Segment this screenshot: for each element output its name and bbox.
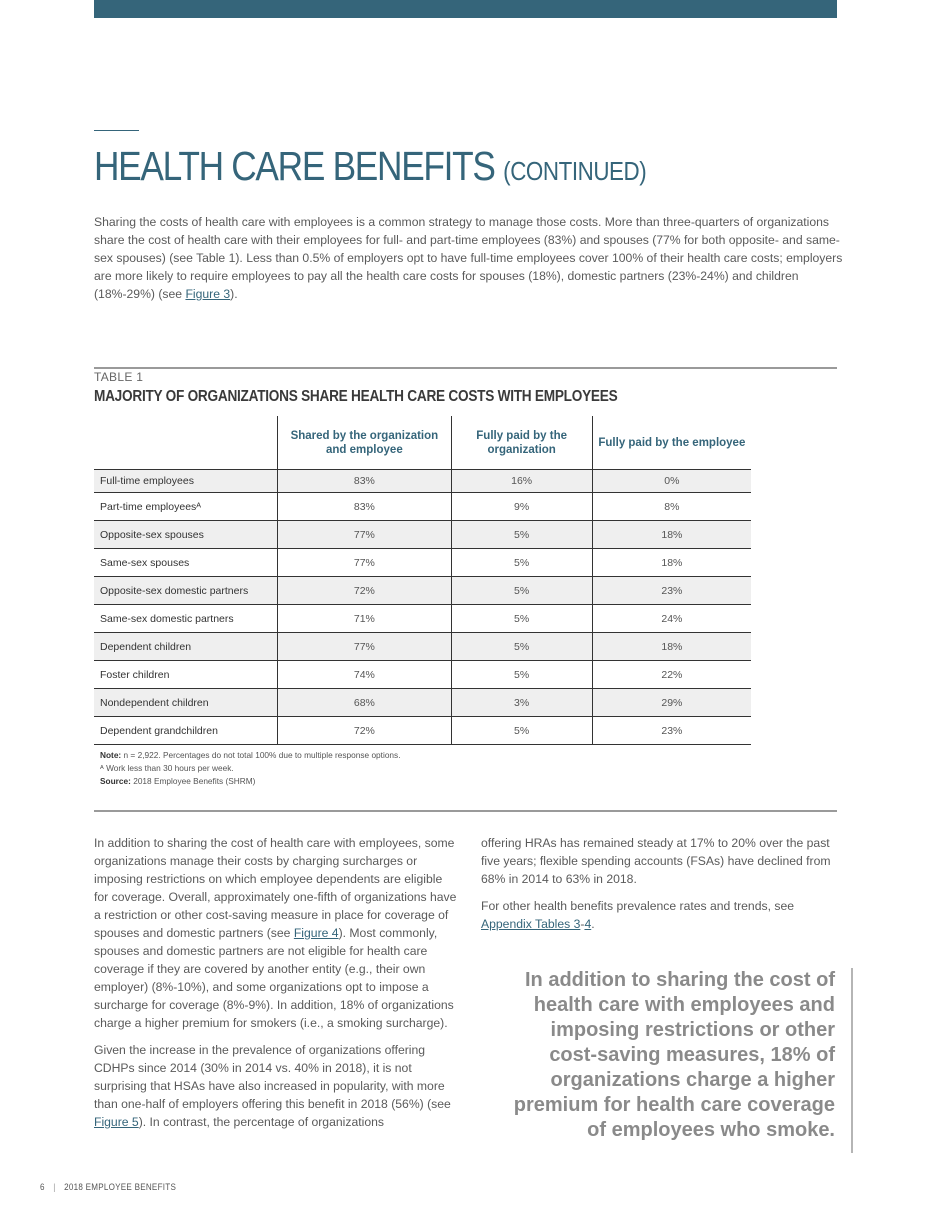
intro-text: Sharing the costs of health care with employees is a common strategy to manage those costs. More than three-quarters of organizations share the cost of health care with their employees for full- and part-time employees (83%) and spouses (77% for both opposite- and same-sex spouses) (see Table 1). Less than 0.5% of employers opt to have full-time employees cover 100% of their health care costs; employers are more likely to require employees to pay all the health care costs for spouses (18%), domestic partners (23%-24%) and children (18%-29%) (see <box>94 215 843 301</box>
cell-shared: 71% <box>278 605 451 633</box>
cell-shared: 68% <box>278 689 451 717</box>
table-row <box>94 717 751 745</box>
cell-shared: 77% <box>278 549 451 577</box>
table-number: TABLE 1 <box>94 370 144 384</box>
table-header-row <box>94 416 751 470</box>
table-row <box>94 493 751 521</box>
table-row <box>94 577 751 605</box>
cell-org-paid: 9% <box>451 493 592 521</box>
left-p2-text: Given the increase in the prevalence of organizations offering CDHPs since 2014 (30% in 2014 vs. 40% in 2018), it is not surprising that HSAs have also increased in popularity, with more than one-half of employers offering this benefit in 2018 (56%) (see <box>94 1043 451 1111</box>
header-employee-paid: Fully paid by the employee <box>592 416 751 470</box>
row-label: Foster children <box>94 661 278 689</box>
cell-org-paid: 5% <box>451 633 592 661</box>
note-text: n = 2,922. Percentages do not total 100% due to multiple response options. <box>123 750 401 760</box>
table-row <box>94 689 751 717</box>
table-row <box>94 633 751 661</box>
intro-paragraph <box>94 213 854 303</box>
right-p2-dash: - <box>580 917 585 931</box>
right-column <box>481 834 846 942</box>
left-p1-text-end: ). Most commonly, spouses and domestic partners are not eligible for health care coverage if they are covered by another entity (e.g., their own employer) (8%-10%), and some organizations opt to impose a surcharge for coverage (8%-9%). In addition, 18% of organizations charge a higher premium for smokers (i.e., a smoking surcharge). <box>94 926 454 1030</box>
figure-3-link[interactable]: Figure 3 <box>185 287 231 301</box>
right-paragraph-1: offering HRAs has remained steady at 17% to 20% over the past five years; flexible spending accounts (FSAs) have declined from 68% in 2014 to 63% in 2018. <box>481 836 831 886</box>
left-p1-text: In addition to sharing the cost of health care with employees, some organizations manage their costs by charging surcharges or imposing restrictions on which employee dependents are eligible for coverage. Overall, approximately one-fifth of organizations have a restriction or other cost-saving measure in place for coverage of spouses and domestic partners (see <box>94 836 457 940</box>
row-label: Same-sex domestic partners <box>94 605 278 633</box>
cell-shared: 83% <box>278 470 451 493</box>
table-row <box>94 661 751 689</box>
row-label: Full-time employees <box>94 470 278 493</box>
row-label: Opposite-sex spouses <box>94 521 278 549</box>
right-p2-end: . <box>591 917 595 931</box>
table-note <box>100 749 401 762</box>
left-paragraph-1 <box>94 834 458 1032</box>
table-row <box>94 521 751 549</box>
cell-shared: 77% <box>278 633 451 661</box>
pull-quote-bar <box>851 968 853 1153</box>
cell-shared: 77% <box>278 521 451 549</box>
cell-org-paid: 5% <box>451 717 592 745</box>
row-label: Same-sex spouses <box>94 549 278 577</box>
appendix-table-4-link[interactable]: 4 <box>584 917 592 931</box>
cell-employee-paid: 8% <box>592 493 751 521</box>
cell-employee-paid: 18% <box>592 633 751 661</box>
page-title-main: HEALTH CARE BENEFITS <box>94 143 495 189</box>
cell-employee-paid: 29% <box>592 689 751 717</box>
right-p2-text: For other health benefits prevalence rates and trends, see <box>481 899 795 913</box>
cell-org-paid: 5% <box>451 605 592 633</box>
source-label: Source: <box>100 776 131 786</box>
cell-employee-paid: 18% <box>592 521 751 549</box>
cell-org-paid: 16% <box>451 470 592 493</box>
left-paragraph-2 <box>94 1041 458 1131</box>
cell-shared: 72% <box>278 577 451 605</box>
cell-employee-paid: 0% <box>592 470 751 493</box>
title-accent-rule <box>94 130 139 131</box>
figure-4-link[interactable]: Figure 4 <box>293 926 339 940</box>
cell-employee-paid: 24% <box>592 605 751 633</box>
right-paragraph-2 <box>481 897 846 933</box>
figure-5-link[interactable]: Figure 5 <box>94 1115 139 1129</box>
header-shared: Shared by the organization and employee <box>278 416 451 470</box>
table-bottom-rule <box>94 810 837 812</box>
table-row <box>94 605 751 633</box>
table-row <box>94 470 751 493</box>
cell-org-paid: 3% <box>451 689 592 717</box>
cell-org-paid: 5% <box>451 521 592 549</box>
health-cost-table <box>94 416 751 745</box>
page-number: 6 <box>40 1182 45 1193</box>
row-label: Dependent children <box>94 633 278 661</box>
appendix-table-3-link[interactable]: Appendix Tables 3 <box>481 917 581 931</box>
table-footnote: ᴬ Work less than 30 hours per week. <box>100 763 234 773</box>
left-p2-text-end: ). In contrast, the percentage of organizations <box>138 1115 384 1129</box>
header-org-paid: Fully paid by the organization <box>451 416 592 470</box>
header-blank <box>94 416 278 470</box>
cell-employee-paid: 23% <box>592 577 751 605</box>
row-label: Opposite-sex domestic partners <box>94 577 278 605</box>
cell-shared: 83% <box>278 493 451 521</box>
source-text: 2018 Employee Benefits (SHRM) <box>133 776 256 786</box>
intro-end: ). <box>230 287 238 301</box>
page-title <box>94 142 646 195</box>
row-label: Part-time employeesᴬ <box>94 493 278 521</box>
cell-shared: 74% <box>278 661 451 689</box>
cell-org-paid: 5% <box>451 549 592 577</box>
table-title: MAJORITY OF ORGANIZATIONS SHARE HEALTH CARE COSTS WITH EMPLOYEES <box>94 388 618 405</box>
cell-shared: 72% <box>278 717 451 745</box>
left-column <box>94 834 458 1140</box>
table-source <box>100 775 401 788</box>
pull-quote: In addition to sharing the cost of health care with employees and imposing restrictions or other cost-saving measures, 18% of organizations charge a higher premium for health care coverage of employees who smoke. <box>513 969 835 1141</box>
cell-employee-paid: 22% <box>592 661 751 689</box>
table-row <box>94 549 751 577</box>
cell-employee-paid: 18% <box>592 549 751 577</box>
footer-separator: | <box>53 1182 56 1193</box>
cell-org-paid: 5% <box>451 577 592 605</box>
page-title-continued: (CONTINUED) <box>503 156 647 186</box>
row-label: Dependent grandchildren <box>94 717 278 745</box>
top-color-bar <box>94 0 837 18</box>
table-notes <box>100 749 401 788</box>
footer-title: 2018 EMPLOYEE BENEFITS <box>64 1182 177 1193</box>
cell-org-paid: 5% <box>451 661 592 689</box>
page-footer <box>40 1182 176 1193</box>
row-label: Nondependent children <box>94 689 278 717</box>
table-top-rule <box>94 367 837 369</box>
cell-employee-paid: 23% <box>592 717 751 745</box>
note-label: Note: <box>100 750 122 760</box>
